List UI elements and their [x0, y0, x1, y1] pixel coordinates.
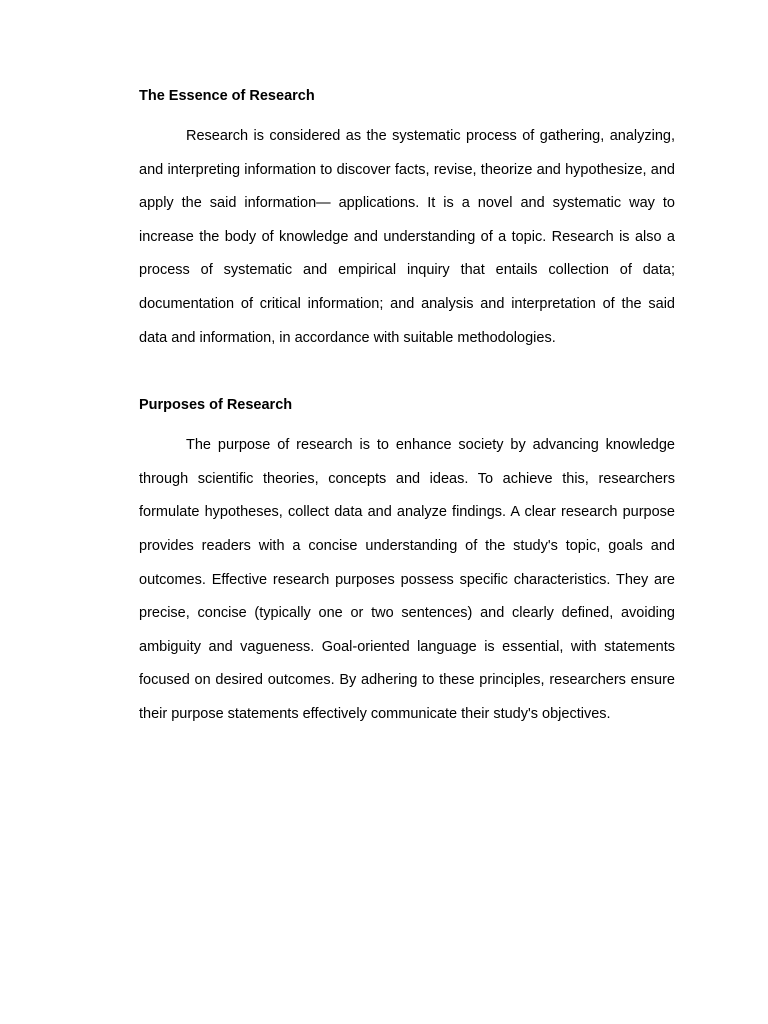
section-essence-of-research	[139, 82, 675, 355]
section-paragraph: Research is considered as the systematic process of gathering, analyzing, and interpreting information to discover facts, revise, theorize and hypothesize, and apply the said information— applications. It is a novel and systematic way to increase the body of knowledge and understanding of a topic. Research is also a process of systematic and empirical inquiry that entails collection of data; documentation of critical information; and analysis and interpretation of the said data and information, in accordance with suitable methodologies.	[139, 128, 675, 346]
section-purposes-of-research	[139, 391, 675, 731]
section-paragraph: The purpose of research is to enhance society by advancing knowledge through scientific theories, concepts and ideas. To achieve this, researchers formulate hypotheses, collect data and analyze findings. A clear research purpose provides readers with a concise understanding of the study's topic, goals and outcomes. Effective research purposes possess specific characteristics. They are precise, concise (typically one or two sentences) and clearly defined, avoiding ambiguity and vagueness. Goal-oriented language is essential, with statements focused on desired outcomes. By adhering to these principles, researchers ensure their purpose statements effectively communicate their study's objectives.	[139, 437, 675, 722]
section-heading: Purposes of Research	[139, 397, 293, 414]
section-heading: The Essence of Research	[139, 88, 315, 104]
document-body	[139, 82, 675, 732]
